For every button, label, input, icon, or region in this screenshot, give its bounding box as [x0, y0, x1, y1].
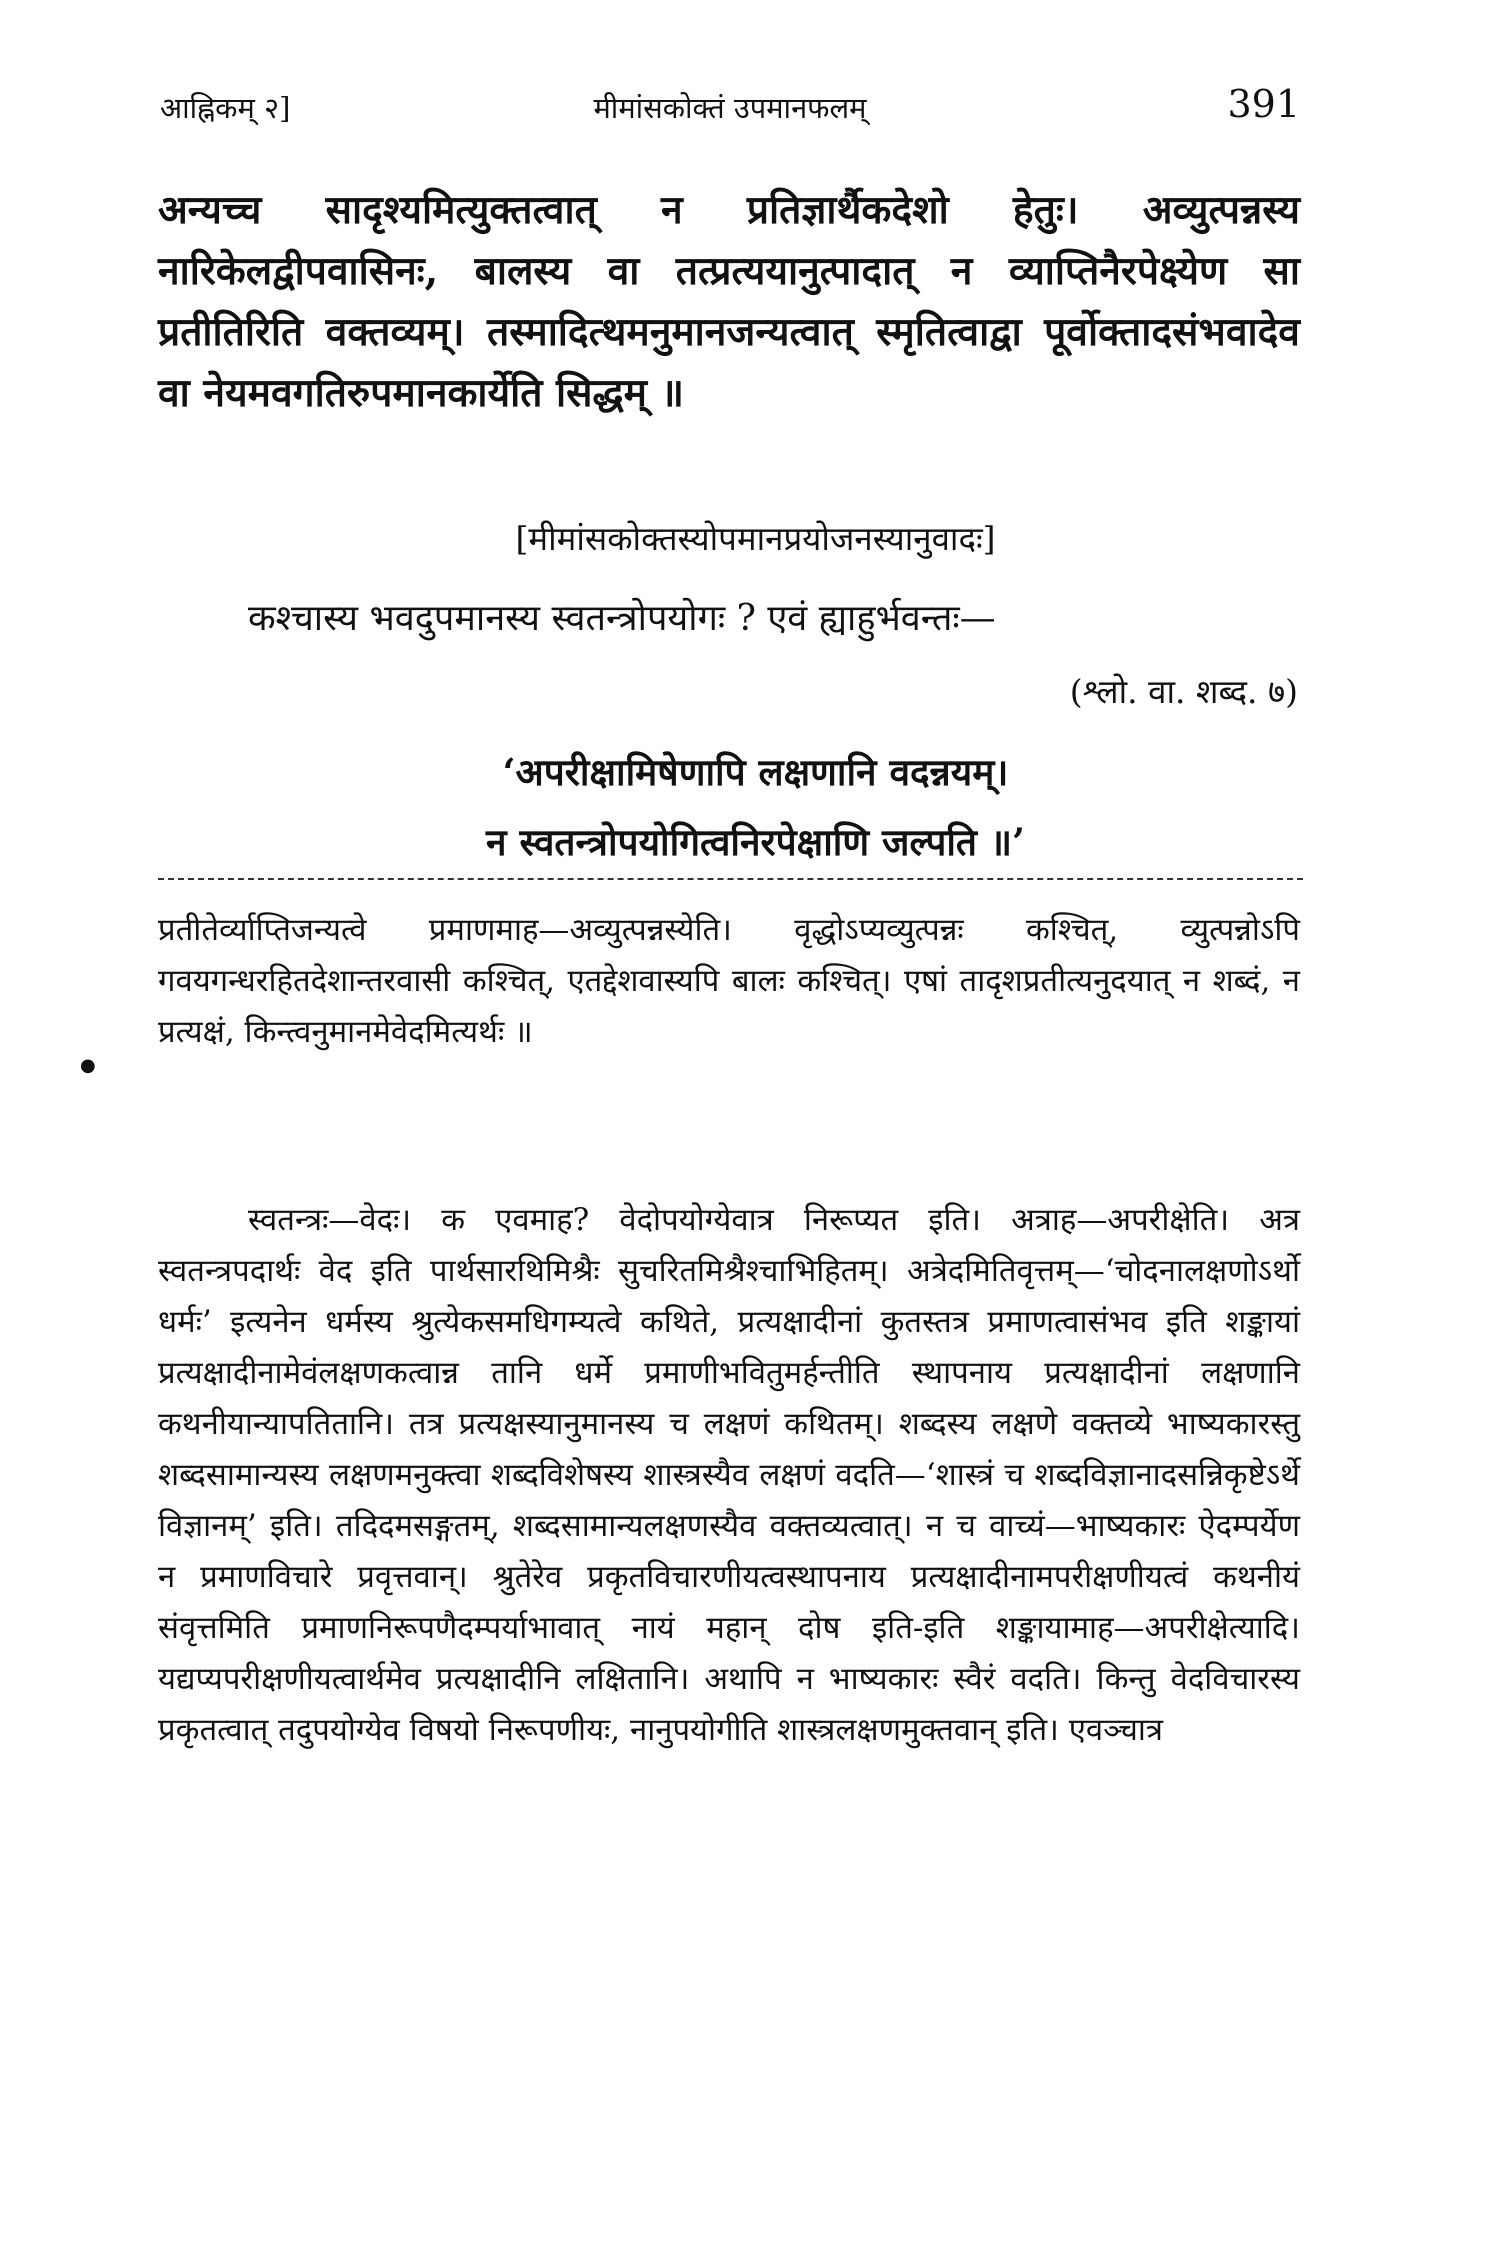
verse-line-1: ‘अपरीक्षामिषेणापि लक्षणानि वदन्नयम्। [502, 750, 1009, 794]
main-text-paragraph: अन्यच्च सादृश्यमित्युक्तत्वात् न प्रतिज्ञार्थैकदेशो हेतुः। अव्युत्पन्नस्य नारिकेलद्वीपवासिनः, बालस्य वा तत्प्रत्ययानुत्पादात् न व्याप्तिनैरपेक्ष्येण सा प्रतीतिरिति वक्तव्यम्। तस्मादित्थमनुमानजन्यत्वात् स्मृतित्वाद्वा पूर्वोक्तादसंभवादेव वा नेयमवगतिरुपमानकार्येति सिद्धम् ॥ [158, 187, 1300, 416]
chapter-label: आह्निकम् २] [160, 91, 291, 125]
section-heading: [मीमांसकोक्तस्योपमानप्रयोजनस्यानुवादः] [515, 519, 996, 558]
footnote-divider [158, 878, 1303, 880]
question-line: कश्चास्य भवदुपमानस्य स्वतन्त्रोपयोगः ? एवं ह्याहुर्भवन्तः— [248, 598, 996, 639]
commentary-paragraph-2: स्वतन्त्रः—वेदः। क एवमाह? वेदोपयोग्येवात्र निरूप्यत इति। अत्राह—अपरीक्षेति। अत्र स्वतन्त्रपदार्थः वेद इति पार्थसारथिमिश्रैः सुचरितमिश्रैश्चाभिहितम्। अत्रेदमितिवृत्तम्—‘चोदनालक्षणोऽर्थो धर्मः’ इत्यनेन धर्मस्य श्रुत्येकसमधिगम्यत्वे कथिते, प्रत्यक्षादीनां कुतस्तत्र प्रमाणत्वासंभव इति शङ्कायां प्रत्यक्षादीनामेवंलक्षणकत्वान्न तानि धर्मे प्रमाणीभवितुमर्हन्तीति स्थापनाय प्रत्यक्षादीनां लक्षणानि कथनीयान्यापतितानि। तत्र प्रत्यक्षस्यानुमानस्य च लक्षणं कथितम्। शब्दस्य लक्षणे वक्तव्ये भाष्यकारस्तु शब्दसामान्यस्य लक्षणमनुक्त्वा शब्दविशेषस्य शास्त्रस्यैव लक्षणं वदति—‘शास्त्रं च शब्दविज्ञानादसन्निकृष्टेऽर्थे विज्ञानम्’ इति। तदिदमसङ्गतम्, शब्दसामान्यलक्षणस्यैव वक्तव्यत्वात्। न च वाच्यं—भाष्यकारः ऐदम्पर्येण न प्रमाणविचारे प्रवृत्तवान्। श्रुतेरेव प्रकृतविचारणीयत्वस्थापनाय प्रत्यक्षादीनामपरीक्षणीयत्वं कथनीयं संवृत्तमिति प्रमाणनिरूपणैदम्पर्याभावात् नायं महान् दोष इति-इति शङ्कायामाह—अपरीक्षेत्यादि। यद्यप्यपरीक्षणीयत्वार्थमेव प्रत्यक्षादीनि लक्षितानि। अथापि न भाष्यकारः स्वैरं वदति। किन्तु वेदविचारस्य प्रकृतत्वात् तदुपयोग्येव विषयो निरूपणीयः, नानुपयोगीति शास्त्रलक्षणमुक्तवान् इति। एवञ्चात्र [158, 1202, 1300, 1748]
commentary-paragraph-1: प्रतीतेर्व्याप्तिजन्यत्वे प्रमाणमाह—अव्युत्पन्नस्येति। वृद्धोऽप्यव्युत्पन्नः कश्चित्, व्युत्पन्नोऽपि गवयगन्धरहितदेशान्तरवासी कश्चित्, एतद्देशवास्यपि बालः कश्चित्। एषां तादृशप्रतीत्यनुदयात् न शब्दं, न प्रत्यक्षं, किन्त्वनुमानमेवेदमित्यर्थः ॥ [158, 912, 1300, 1050]
running-header [160, 82, 1300, 132]
verse-citation: (श्लो. वा. शब्द. ७) [1069, 672, 1298, 711]
margin-ink-mark: ● [80, 1055, 96, 1076]
verse-line-2: न स्वतन्त्रोपयोगित्वनिरपेक्षाणि जल्पति ॥’ [486, 820, 1025, 864]
page-number: 391 [1227, 82, 1300, 126]
running-title: मीमांसकोक्तं उपमानफलम् [593, 91, 867, 125]
